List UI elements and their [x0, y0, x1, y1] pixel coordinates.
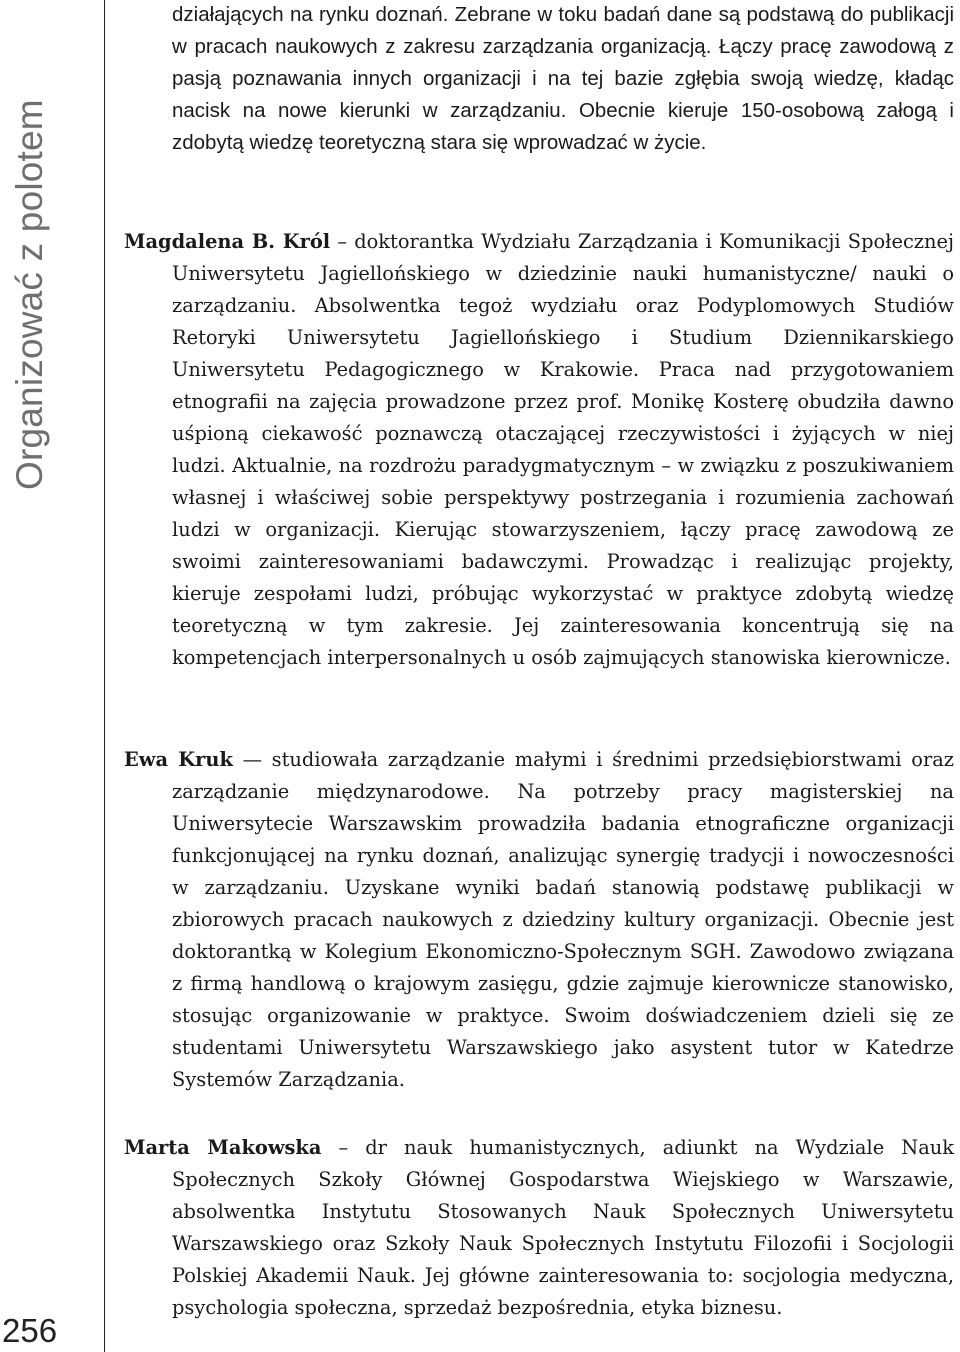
- bio-continuation-text: działających na rynku doznań. Zebrane w toku badań dane są podstawą do publikacji w pracach naukowych z zakresu zarządzania organizacją. Łączy pracę zawodową z pasją poznawania innych organizacji i na tej bazie zgłębia swoją wiedzę, kładąc nacisk na nowe kierunki w zarządzaniu. Obecnie kieruje 150-osobową załogą i zdobytą wiedzę teoretyczną stara się wprowadzać w życie.: [172, 3, 954, 154]
- margin-rule: [104, 0, 105, 1352]
- bio-name: Marta Makowska: [124, 1136, 322, 1159]
- bio-text: — studiowała zarządzanie małymi i średnimi przedsiębiorstwami oraz zarządzanie międzynarodowe. Na potrzeby pracy magisterskiej na Uniwersytecie Warszawskim prowadziła badania etnograficzne organizacji funkcjonującej na rynku doznań, analizując synergię tradycji i nowoczesności w zarządzaniu. Uzyskane wyniki badań stanowią podstawę publikacji w zbiorowych pracach naukowych z dziedziny kultury organizacji. Obecnie jest doktorantką w Kolegium Ekonomiczno-Społecznym SGH. Zawodowo związana z firmą handlową o krajowym zasięgu, gdzie zajmuje kierownicze stanowisko, stosując organizowanie w praktyce. Swoim doświadczeniem dzieli się ze studentami Uniwersytetu Warszawskiego jako asystent tutor w Katedrze Systemów Zarządzania.: [172, 748, 955, 1091]
- page-number: 256: [2, 1312, 58, 1349]
- bio-continuation-paragraph: [172, 0, 954, 159]
- bio-entry-krol: [124, 226, 954, 674]
- bio-name: Magdalena B. Król: [124, 230, 331, 253]
- bio-name: Ewa Kruk: [124, 748, 233, 771]
- bio-text: – dr nauk humanistycznych, adiunkt na Wydziale Nauk Społecznych Szkoły Głównej Gospodarstwa Wiejskiego w Warszawie, absolwentka Instytutu Stosowanych Nauk Społecznych Uniwersytetu Warszawskiego oraz Szkoły Nauk Społecznych Instytutu Filozofii i Socjologii Polskiej Akademii Nauk. Jej główne zainteresowania to: socjologia medyczna, psychologia społeczna, sprzedaż bezpośrednia, etyka biznesu.: [172, 1136, 954, 1319]
- bio-entry-makowska: [124, 1132, 954, 1324]
- bio-text: – doktorantka Wydziału Zarządzania i Komunikacji Społecznej Uniwersytetu Jagiellońskiego w dziedzinie nauki humanistyczne/ nauki o zarządzaniu. Absolwentka tegoż wydziału oraz Podyplomowych Studiów Retoryki Uniwersytetu Jagiellońskiego i Studium Dziennikarskiego Uniwersytetu Pedagogicznego w Krakowie. Praca nad przygotowaniem etnografii na zajęcia prowadzone przez prof. Monikę Kosterę obudziła dawno uśpioną ciekawość poznawczą otaczającej rzeczywistości i żyjących w niej ludzi. Aktualnie, na rozdrożu paradygmatycznym – w związku z poszukiwaniem własnej i właściwej sobie perspektywy postrzegania i rozumienia zachowań ludzi w organizacji. Kierując stowarzyszeniem, łączy pracę zawodową ze swoimi zainteresowaniami badawczymi. Prowadząc i realizując projekty, kieruje zespołami ludzi, próbując wykorzystać w praktyce zdobytą wiedzę teoretyczną w tym zakresie. Jej zainteresowania koncentrują się na kompetencjach interpersonalnych u osób zajmujących stanowiska kierownicze.: [172, 230, 954, 669]
- running-head: Organizować z polotem: [9, 99, 50, 490]
- bio-entry-kruk: [124, 744, 954, 1096]
